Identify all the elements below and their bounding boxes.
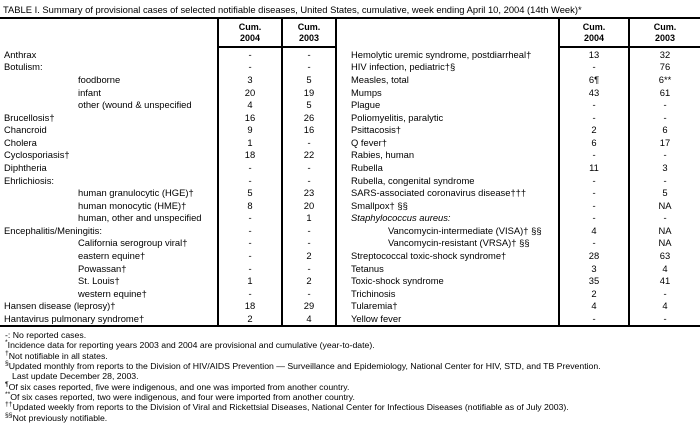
value-cum-2004: 4 <box>591 300 597 312</box>
value-cum-2004: 11 <box>589 161 599 173</box>
value-cum-2004: - <box>592 149 596 161</box>
table-row <box>0 300 335 313</box>
value-cum-2004: - <box>592 237 596 249</box>
table-row <box>337 111 700 124</box>
right-table-rows <box>337 48 700 325</box>
disease-name: Plague <box>351 99 381 111</box>
table-row <box>0 136 335 149</box>
value-cum-2003: - <box>663 99 667 111</box>
value-cum-2004: - <box>248 237 252 249</box>
value-cum-2004: - <box>248 287 252 299</box>
value-cum-2004: 28 <box>588 250 600 262</box>
value-cum-2003: 29 <box>303 300 315 312</box>
table-row <box>337 61 700 74</box>
table-row <box>0 312 335 325</box>
disease-name: St. Louis† <box>78 275 120 287</box>
value-cum-2003: - <box>307 287 311 299</box>
disease-name: Encephalitis/Meningitis: <box>4 224 102 236</box>
table-row <box>337 287 700 300</box>
value-cum-2004: - <box>248 48 252 60</box>
value-cum-2004: - <box>592 61 596 73</box>
disease-name: Streptococcal toxic-shock syndrome† <box>351 250 507 262</box>
table-bottom-rule <box>0 325 700 327</box>
value-cum-2003: 6 <box>662 124 668 136</box>
disease-name: Chancroid <box>4 124 47 136</box>
table-row <box>337 136 700 149</box>
value-cum-2003: 17 <box>659 136 671 148</box>
value-cum-2004: 2 <box>247 312 253 324</box>
disease-name: Anthrax <box>4 48 37 60</box>
disease-name: Ehrlichiosis: <box>4 174 55 186</box>
footnotes <box>5 330 697 423</box>
table-row <box>0 61 335 74</box>
notifiable-diseases-table <box>0 19 700 325</box>
value-cum-2004: 4 <box>591 224 597 236</box>
disease-name: Vancomycin-intermediate (VISA)† §§ <box>388 224 542 236</box>
disease-name: Vancomycin-resistant (VRSA)† §§ <box>388 237 530 249</box>
footnote-marker: † <box>5 349 9 357</box>
value-cum-2003: 26 <box>303 111 315 123</box>
table-row <box>337 186 700 199</box>
table-row <box>0 237 335 250</box>
value-cum-2004: 3 <box>247 73 253 85</box>
year-label: 2004 <box>583 32 605 43</box>
value-cum-2004: - <box>592 312 596 324</box>
disease-name: Rubella <box>351 161 383 173</box>
disease-name: Smallpox† §§ <box>351 199 408 211</box>
col-header-cum-2003-right <box>630 22 700 43</box>
value-cum-2003: 2 <box>306 275 312 287</box>
value-cum-2003: 5 <box>662 187 668 199</box>
cum-label: Cum. <box>297 22 321 32</box>
value-cum-2003: 23 <box>303 187 315 199</box>
value-cum-2004: 2 <box>591 124 597 136</box>
value-cum-2004: 6 <box>591 136 597 148</box>
value-cum-2004: - <box>592 174 596 186</box>
disease-name: Rabies, human <box>351 149 415 161</box>
value-cum-2003: NA <box>658 237 672 249</box>
value-cum-2004: 18 <box>244 300 256 312</box>
table-row <box>337 98 700 111</box>
disease-name: human, other and unspecified <box>78 212 202 224</box>
table-row <box>0 98 335 111</box>
table-row <box>337 123 700 136</box>
disease-name: Cholera <box>4 136 37 148</box>
value-cum-2004: 3 <box>591 262 597 274</box>
value-cum-2004: - <box>592 199 596 211</box>
col-header-cum-2003-left <box>283 22 335 43</box>
table-row <box>337 237 700 250</box>
value-cum-2004: 2 <box>591 287 597 299</box>
disease-name: Hemolytic uremic syndrome, postdiarrheal† <box>351 48 532 60</box>
value-cum-2003: - <box>663 287 667 299</box>
value-cum-2004: - <box>248 224 252 236</box>
table-row <box>0 111 335 124</box>
disease-name: other (wound & unspecified <box>78 99 192 111</box>
value-cum-2004: - <box>248 250 252 262</box>
table-row <box>0 274 335 287</box>
footnote <box>5 371 697 381</box>
table-row <box>0 262 335 275</box>
value-cum-2003: NA <box>658 224 672 236</box>
value-cum-2003: 63 <box>659 250 671 262</box>
footnote <box>5 382 697 392</box>
value-cum-2003: NA <box>658 199 672 211</box>
value-cum-2004: 20 <box>244 86 256 98</box>
value-cum-2003: 76 <box>659 61 671 73</box>
value-cum-2003: - <box>307 237 311 249</box>
table-row <box>0 199 335 212</box>
disease-name: Trichinosis <box>351 287 396 299</box>
table-row <box>337 86 700 99</box>
footnote <box>5 392 697 402</box>
table-row <box>0 224 335 237</box>
disease-name: human granulocytic (HGE)† <box>78 187 194 199</box>
disease-name: Mumps <box>351 86 382 98</box>
table-row <box>337 212 700 225</box>
footnote-marker: †† <box>5 401 13 409</box>
footnote <box>5 351 697 361</box>
disease-name: Tularemia† <box>351 300 398 312</box>
value-cum-2003: 61 <box>659 86 671 98</box>
disease-name: California serogroup viral† <box>78 237 188 249</box>
footnote <box>5 413 697 423</box>
footnote <box>5 361 697 371</box>
disease-name: HIV infection, pediatric†§ <box>351 61 456 73</box>
value-cum-2004: 13 <box>588 48 600 60</box>
disease-name: SARS-associated coronavirus disease††† <box>351 187 527 199</box>
left-table-rows <box>0 48 335 325</box>
disease-name: Rubella, congenital syndrome <box>351 174 475 186</box>
value-cum-2003: 4 <box>662 262 668 274</box>
value-cum-2003: 6** <box>658 73 672 85</box>
value-cum-2004: 4 <box>247 99 253 111</box>
footnote-text: Of six cases reported, two were indigenous, and four were imported from another country. <box>10 392 355 403</box>
table-row <box>337 149 700 162</box>
value-cum-2004: 35 <box>588 275 600 287</box>
table-row <box>0 48 335 61</box>
table-row <box>337 73 700 86</box>
footnote-marker: §§ <box>5 411 13 419</box>
table-row <box>337 300 700 313</box>
value-cum-2003: 19 <box>303 86 315 98</box>
value-cum-2004: - <box>248 262 252 274</box>
col-header-cum-2004-left <box>219 22 281 43</box>
value-cum-2003: 5 <box>306 73 312 85</box>
value-cum-2004: - <box>248 174 252 186</box>
value-cum-2004: 6¶ <box>588 73 600 85</box>
footnote-marker: ** <box>5 391 11 399</box>
table-row <box>0 186 335 199</box>
year-label: 2003 <box>298 32 320 43</box>
table-row <box>337 312 700 325</box>
value-cum-2003: - <box>663 212 667 224</box>
value-cum-2003: - <box>307 136 311 148</box>
value-cum-2003: - <box>307 224 311 236</box>
value-cum-2004: 5 <box>247 187 253 199</box>
value-cum-2003: 20 <box>303 199 315 211</box>
value-cum-2004: 16 <box>244 111 256 123</box>
table-row <box>0 287 335 300</box>
value-cum-2003: 32 <box>659 48 671 60</box>
table-row <box>0 123 335 136</box>
value-cum-2003: 4 <box>306 312 312 324</box>
disease-name: Measles, total <box>351 73 409 85</box>
value-cum-2003: 2 <box>306 250 312 262</box>
disease-name: Tetanus <box>351 262 384 274</box>
value-cum-2004: 8 <box>247 199 253 211</box>
cum-label: Cum. <box>238 22 262 32</box>
value-cum-2004: 1 <box>247 136 253 148</box>
disease-name: Botulism: <box>4 61 43 73</box>
disease-name: Brucellosis† <box>4 111 55 123</box>
table-row <box>337 161 700 174</box>
cum-label: Cum. <box>582 22 606 32</box>
table-row <box>337 249 700 262</box>
table-row <box>0 149 335 162</box>
col-header-cum-2004-right <box>560 22 628 43</box>
table-row <box>337 48 700 61</box>
disease-name: foodborne <box>78 73 121 85</box>
disease-name: Diphtheria <box>4 161 47 173</box>
value-cum-2003: 22 <box>303 149 315 161</box>
disease-name: human monocytic (HME)† <box>78 199 187 211</box>
disease-name: Hansen disease (leprosy)† <box>4 300 116 312</box>
cum-label: Cum. <box>653 22 677 32</box>
value-cum-2004: 1 <box>247 275 253 287</box>
value-cum-2003: 4 <box>662 300 668 312</box>
value-cum-2003: - <box>663 149 667 161</box>
disease-name: Psittacosis† <box>351 124 402 136</box>
value-cum-2003: - <box>307 61 311 73</box>
table-row <box>337 262 700 275</box>
value-cum-2004: - <box>592 212 596 224</box>
table-row <box>0 212 335 225</box>
footnote-text: Of six cases reported, five were indigenous, and one was imported from another country. <box>8 381 350 392</box>
year-label: 2004 <box>239 32 261 43</box>
table-row <box>337 224 700 237</box>
value-cum-2004: - <box>592 99 596 111</box>
footnote-text: Updated weekly from reports to the Division of Viral and Rickettsial Diseases, National Center for Infectious Diseases (notifiable as of July 2003). <box>12 402 569 413</box>
value-cum-2003: - <box>663 174 667 186</box>
value-cum-2003: - <box>307 262 311 274</box>
table-title: TABLE I. Summary of provisional cases of selected notifiable diseases, United States, cumulative, week ending April 10, 2004 (14th Week)* <box>3 4 582 15</box>
footnote <box>5 402 697 412</box>
value-cum-2004: - <box>592 187 596 199</box>
disease-name: Q fever† <box>351 136 387 148</box>
value-cum-2003: 1 <box>306 212 312 224</box>
disease-name: Yellow fever <box>351 312 402 324</box>
value-cum-2003: 16 <box>303 124 315 136</box>
footnote-text: Updated monthly from reports to the Division of HIV/AIDS Prevention — Surveillance and Epidemiology, National Center for HIV, STD, and TB Prevention. <box>8 361 601 372</box>
footnote-marker: ¶ <box>5 380 9 388</box>
footnote-marker: § <box>5 360 9 368</box>
value-cum-2004: - <box>248 161 252 173</box>
footnote-text: Last update December 28, 2003. <box>12 371 139 382</box>
value-cum-2003: 5 <box>306 99 312 111</box>
disease-name: Staphylococcus aureus: <box>351 212 451 224</box>
disease-name: Toxic-shock syndrome <box>351 275 444 287</box>
footnote <box>5 330 697 340</box>
table-row <box>337 274 700 287</box>
value-cum-2004: 18 <box>244 149 256 161</box>
footnote-text: Incidence data for reporting years 2003 and 2004 are provisional and cumulative (year-to-date). <box>7 340 375 351</box>
value-cum-2004: 43 <box>588 86 600 98</box>
value-cum-2004: - <box>592 111 596 123</box>
value-cum-2004: 9 <box>247 124 253 136</box>
value-cum-2003: - <box>663 312 667 324</box>
value-cum-2003: - <box>307 48 311 60</box>
year-label: 2003 <box>654 32 676 43</box>
table-row <box>337 174 700 187</box>
disease-name: Cyclosporiasis† <box>4 149 70 161</box>
table-row <box>0 73 335 86</box>
table-row <box>0 161 335 174</box>
footnote-text: Not notifiable in all states. <box>8 350 108 361</box>
disease-name: infant <box>78 86 101 98</box>
value-cum-2003: - <box>663 111 667 123</box>
table-row <box>0 249 335 262</box>
footnote-text: -: No reported cases. <box>5 330 87 340</box>
footnote-marker: * <box>5 339 8 347</box>
value-cum-2004: - <box>248 212 252 224</box>
value-cum-2003: 3 <box>662 161 668 173</box>
disease-name: Poliomyelitis, paralytic <box>351 111 444 123</box>
value-cum-2004: - <box>248 61 252 73</box>
table-row <box>0 174 335 187</box>
disease-name: Hantavirus pulmonary syndrome† <box>4 312 145 324</box>
value-cum-2003: - <box>307 174 311 186</box>
table-row <box>0 86 335 99</box>
disease-name: Powassan† <box>78 262 127 274</box>
disease-name: western equine† <box>78 287 147 299</box>
value-cum-2003: - <box>307 161 311 173</box>
disease-name: eastern equine† <box>78 250 146 262</box>
value-cum-2003: 41 <box>659 275 671 287</box>
table-row <box>337 199 700 212</box>
footnote-text: Not previously notifiable. <box>12 412 108 423</box>
footnote <box>5 340 697 350</box>
